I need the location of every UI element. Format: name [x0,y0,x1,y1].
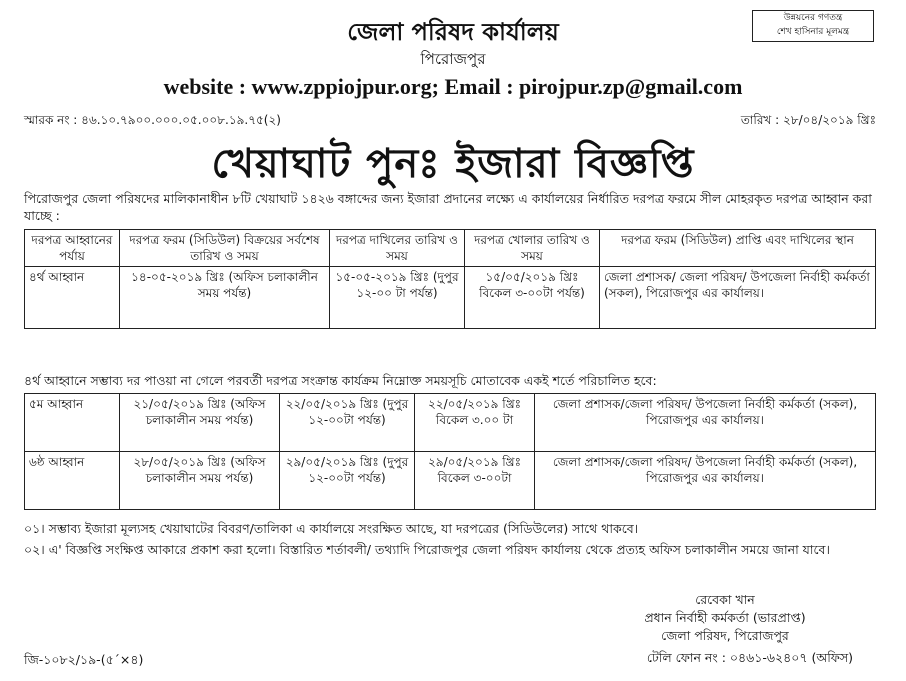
schedule-table-next [24,393,876,510]
header-submission: দরপত্র দাখিলের তারিখ ও সময় [330,230,465,267]
notice-date: তারিখ : ২৮/০৪/২০১৯ খ্রিঃ [740,113,876,127]
header-stage: দরপত্র আহ্বানের পর্যায় [25,230,120,267]
signatory-name: রেবেকা খান [695,592,755,607]
footer-code: জি-১০৮২/১৯-(৫´×৪) [24,652,144,667]
signatory-designation: প্রধান নির্বাহী কর্মকর্তা (ভারপ্রাপ্ত) [644,610,806,625]
cell-opening: ১৫/০৫/২০১৯ খ্রিঃ বিকেল ৩-০০টা পর্যন্ত) [465,267,600,329]
cell-stage: ৪র্থ আহ্বান [25,267,120,329]
cell-place: জেলা প্রশাসক/জেলা পরিষদ/ উপজেলা নির্বাহী কর্মকর্তা (সকল), পিরোজপুর এর কার্যালয়। [535,394,876,452]
header-place: দরপত্র ফরম (সিডিউল) প্রাপ্তি এবং দাখিলের স্থান [600,230,876,267]
office-title: জেলা পরিষদ কার্যালয় [347,18,559,46]
note-1: ০১। সম্ভাব্য ইজারা মূল্যসহ খেয়াঘাটের বিবরণ/তালিকা এ কার্যালয়ে সংরক্ষিত আছে, যা দরপত্রের (সিডিউলের) সাথে থাকবে। [24,521,639,536]
cell-place: জেলা প্রশাসক/ জেলা পরিষদ/ উপজেলা নির্বাহী কর্মকর্তা (সকল), পিরোজপুর এর কার্যালয়। [600,267,876,329]
cell-schedule-sale: ২৮/০৫/২০১৯ খ্রিঃ (অফিস চলাকালীন সময় পর্যন্ত) [120,452,280,510]
header-schedule-sale: দরপত্র ফরম (সিডিউল) বিক্রয়ের সর্বশেষ তারিখ ও সময় [120,230,330,267]
cell-opening: ২৯/০৫/২০১৯ খ্রিঃ বিকেল ৩-০০টা [415,452,535,510]
fallback-paragraph: ৪র্থ আহ্বানে সম্ভাব্য দর পাওয়া না গেলে পরবর্তী দরপত্র সংক্রান্ত কার্যক্রম নিম্নোক্ত সময়সূচি মোতাবেক একই শর্তে পরিচালিত হবে: [24,373,657,388]
table-row [25,452,876,510]
header-opening: দরপত্র খোলার তারিখ ও সময় [465,230,600,267]
cell-stage: ৫ম আহ্বান [25,394,120,452]
table-header-row [25,230,876,267]
motto-line-1: উন্নয়নের গণতন্ত্র [783,13,843,23]
cell-place: জেলা প্রশাসক/জেলা পরিষদ/ উপজেলা নির্বাহী কর্মকর্তা (সকল), পিরোজপুর এর কার্যালয়। [535,452,876,510]
table-row [25,394,876,452]
table-row [25,267,876,329]
cell-opening: ২২/০৫/২০১৯ খ্রিঃ বিকেল ৩.০০ টা [415,394,535,452]
cell-schedule-sale: ২১/০৫/২০১৯ খ্রিঃ (অফিস চলাকালীন সময় পর্যন্ত) [120,394,280,452]
note-2: ০২। এ' বিজ্ঞপ্তি সংক্ষিপ্ত আকারে প্রকাশ করা হলো। বিস্তারিত শর্তাবলী/ তথ্যাদি পিরোজপুর জেলা পরিষদ কার্যালয় থেকে প্রত্যহ অফিস চলাকালীন সময়ে জানা যাবে। [24,542,830,557]
website-email-line: website : www.zppiojpur.org; Email : pirojpur.zp@gmail.com [163,74,743,99]
intro-paragraph: পিরোজপুর জেলা পরিষদের মালিকানাধীন ৮টি খেয়াঘাট ১৪২৬ বঙ্গাব্দের জন্য ইজারা প্রদানের লক্ষ্যে এ কার্যালয়ের নির্ধারিত দরপত্র ফরমে সীল মোহরকৃত দরপত্র আহ্বান করা যাচ্ছে : [24,191,872,223]
schedule-table-4th [24,229,876,329]
cell-stage: ৬ষ্ঠ আহ্বান [25,452,120,510]
cell-submission: ২২/০৫/২০১৯ খ্রিঃ (দুপুর ১২-০০টা পর্যন্ত) [280,394,415,452]
district-name: পিরোজপুর [420,50,486,68]
cell-submission: ১৫-০৫-২০১৯ খ্রিঃ (দুপুর ১২-০০ টা পর্যন্ত) [330,267,465,329]
signatory-office: জেলা পরিষদ, পিরোজপুর [661,628,789,643]
notice-headline: খেয়াঘাট পুনঃ ইজারা বিজ্ঞপ্তি [211,141,695,187]
cell-schedule-sale: ১৪-০৫-২০১৯ খ্রিঃ (অফিস চলাকালীন সময় পর্যন্ত) [120,267,330,329]
office-phone: টেলি ফোন নং : ০৪৬১-৬২৪০৭ (অফিস) [646,650,854,665]
memo-number: স্মারক নং : ৪৬.১০.৭৯০০.০০০.০৫.০০৮.১৯.৭৫(২) [24,113,281,127]
cell-submission: ২৯/০৫/২০১৯ খ্রিঃ (দুপুর ১২-০০টা পর্যন্ত) [280,452,415,510]
motto-line-2: শেখ হাসিনার মূলমন্ত্র [776,27,850,37]
